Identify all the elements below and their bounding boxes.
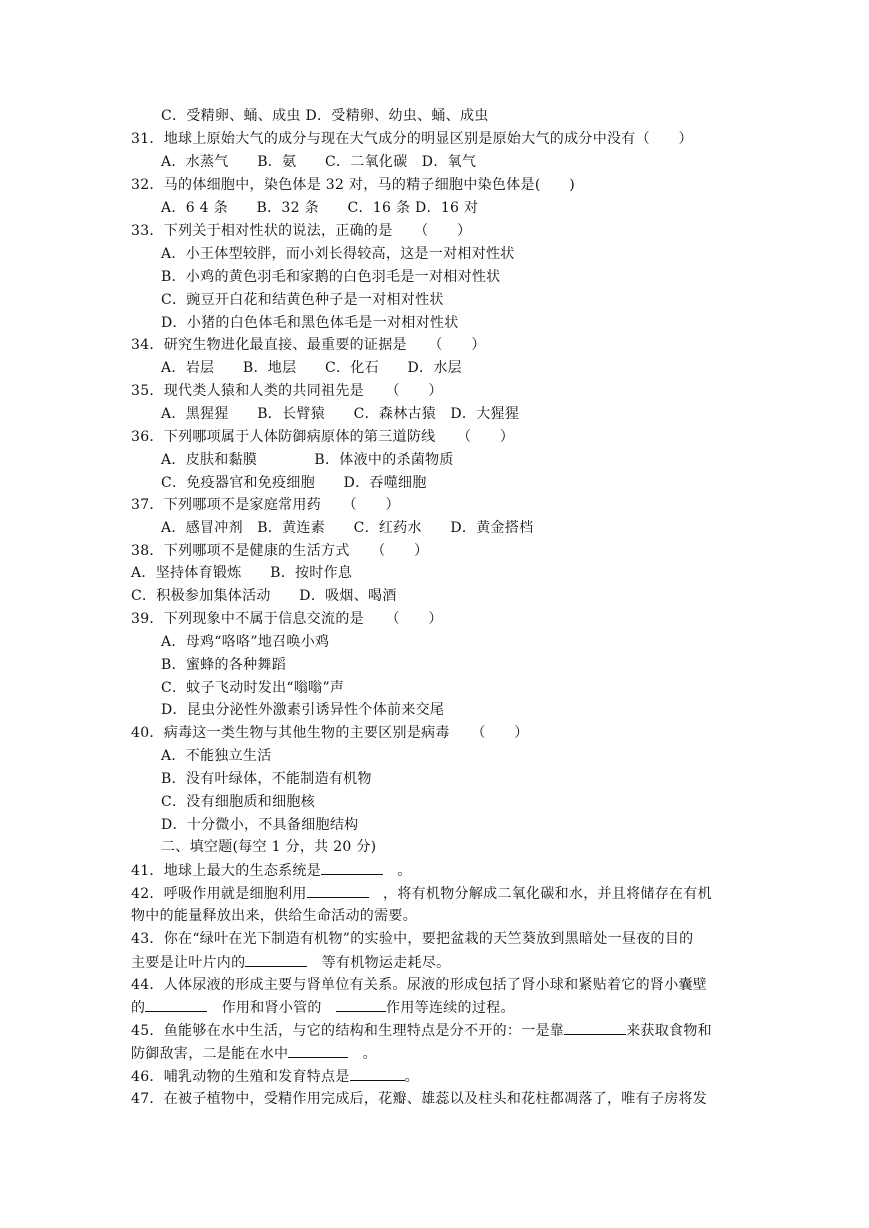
q40-option-b: B．没有叶绿体，不能制造有机物 xyxy=(161,771,372,787)
q42-line1 xyxy=(131,883,712,904)
q45-rest: 来获取食物和 xyxy=(626,1023,712,1039)
q40-option-c: C．没有细胞质和细胞核 xyxy=(161,794,316,810)
q40-option-a: A．不能独立生活 xyxy=(161,748,272,764)
q41-blank[interactable] xyxy=(321,860,383,875)
q44-blank-2[interactable] xyxy=(336,997,386,1012)
q44-text-2: 作用和肾小管的 xyxy=(221,1000,322,1016)
q33-option-a: A．小王体型较胖，而小刘长得较高，这是一对相对性状 xyxy=(161,246,515,262)
q31-stem: 31．地球上原始大气的成分与现在大气成分的明显区别是原始大气的成分中没有（ ） xyxy=(131,131,693,147)
q39-option-b: B．蜜蜂的各种舞蹈 xyxy=(161,657,286,673)
q45-end: 。 xyxy=(362,1046,377,1062)
q37-stem: 37．下列哪项不是家庭常用药 （ ） xyxy=(131,497,400,513)
q44-line1: 44．人体尿液的形成主要与肾单位有关系。尿液的形成包括了肾小球和紧贴着它的肾小囊壁 xyxy=(131,977,708,993)
section-heading: 二、填空题(每空 1 分，共 20 分) xyxy=(161,839,377,855)
q39-option-c: C．蚊子飞动时发出“嗡嗡”声 xyxy=(161,680,345,696)
q45-line1 xyxy=(131,1020,712,1041)
q41 xyxy=(131,860,412,881)
q40-stem: 40．病毒这一类生物与其他生物的主要区别是病毒 （ ） xyxy=(131,725,529,741)
q42-blank[interactable] xyxy=(307,883,369,898)
q42-line2: 物中的能量释放出来，供给生命活动的需要。 xyxy=(131,908,417,924)
q44-text-3: 作用等连续的过程。 xyxy=(386,1000,515,1016)
q38-options-cd: C．积极参加集体活动 D．吸烟、喝酒 xyxy=(131,588,397,604)
q31-options: A．水蒸气 B．氨 C．二氧化碳 D．氧气 xyxy=(161,154,477,170)
q46-blank[interactable] xyxy=(350,1066,405,1081)
q33-stem: 33．下列关于相对性状的说法，正确的是 （ ） xyxy=(131,223,472,239)
q33-option-b: B．小鸡的黄色羽毛和家鹅的白色羽毛是一对相对性状 xyxy=(161,269,501,285)
q36-options-ab: A．皮肤和黏膜 B．体液中的杀菌物质 xyxy=(161,452,454,468)
q44-text-1: 的 xyxy=(131,1000,146,1016)
q34-stem: 34．研究生物进化最直接、最重要的证据是 （ ） xyxy=(131,337,486,353)
q40-option-d: D．十分微小，不具备细胞结构 xyxy=(161,817,359,833)
q45-text: 45．鱼能够在水中生活，与它的结构和生理特点是分不开的：一是靠 xyxy=(131,1023,565,1039)
q43-line2 xyxy=(131,952,450,973)
q46-end: 。 xyxy=(404,1069,419,1085)
q35-stem: 35．现代类人猿和人类的共同祖先是 （ ） xyxy=(131,383,443,399)
q43-rest: 等有机物运走耗尽。 xyxy=(321,955,451,971)
q32-stem: 32．马的体细胞中，染色体是 32 对，马的精子细胞中染色体是( ) xyxy=(131,177,575,193)
q39-option-a: A．母鸡“咯咯”地召唤小鸡 xyxy=(161,634,330,650)
q39-stem: 39．下列现象中不属于信息交流的是 （ ） xyxy=(131,611,443,627)
q42-rest: ，将有机物分解成二氧化碳和水，并且将储存在有机 xyxy=(383,886,712,902)
q44-blank-1[interactable] xyxy=(145,997,207,1012)
q41-end: 。 xyxy=(397,863,412,879)
q38-stem: 38．下列哪项不是健康的生活方式 （ ） xyxy=(131,543,429,559)
q36-options-cd: C．免疫器官和免疫细胞 D．吞噬细胞 xyxy=(161,475,427,491)
q46-text: 46．哺乳动物的生殖和发育特点是 xyxy=(131,1069,350,1085)
q45-text-2: 防御敌害，二是能在水中 xyxy=(131,1046,289,1062)
q46 xyxy=(131,1066,419,1087)
q43-blank[interactable] xyxy=(245,952,307,967)
q41-text: 41．地球上最大的生态系统是 xyxy=(131,863,322,879)
q34-options: A．岩层 B．地层 C．化石 D．水层 xyxy=(161,360,462,376)
q45-blank-1[interactable] xyxy=(564,1020,626,1035)
q42-text: 42．呼吸作用就是细胞利用 xyxy=(131,886,307,902)
q43-text: 主要是让叶片内的 xyxy=(131,955,246,971)
q44-line2 xyxy=(131,997,515,1018)
q39-option-d: D．昆虫分泌性外激素引诱异性个体前来交尾 xyxy=(161,702,445,718)
q35-options: A．黑猩猩 B．长臂猿 C．森林古猿 D．大猩猩 xyxy=(161,406,520,422)
q30-options: C．受精卵、蛹、成虫 D．受精卵、幼虫、蛹、成虫 xyxy=(161,108,489,124)
q37-options: A．感冒冲剂 B．黄连素 C．红药水 D．黄金搭档 xyxy=(161,520,534,536)
q38-options-ab: A．坚持体育锻炼 B．按时作息 xyxy=(131,565,353,581)
q36-stem: 36．下列哪项属于人体防御病原体的第三道防线 （ ） xyxy=(131,429,515,445)
q47-line1: 47．在被子植物中，受精作用完成后，花瓣、雄蕊以及柱头和花柱都凋落了，唯有子房将发 xyxy=(131,1091,708,1107)
q43-line1: 43．你在“绿叶在光下制造有机物”的实验中，要把盆栽的天竺葵放到黑暗处一昼夜的目的 xyxy=(131,931,694,947)
q45-blank-2[interactable] xyxy=(288,1043,348,1058)
q33-option-c: C．豌豆开白花和结黄色种子是一对相对性状 xyxy=(161,292,444,308)
q32-options: A．6 4 条 B．32 条 C．16 条 D．16 对 xyxy=(161,200,479,216)
q33-option-d: D．小猪的白色体毛和黑色体毛是一对相对性状 xyxy=(161,315,459,331)
q45-line2 xyxy=(131,1043,377,1064)
